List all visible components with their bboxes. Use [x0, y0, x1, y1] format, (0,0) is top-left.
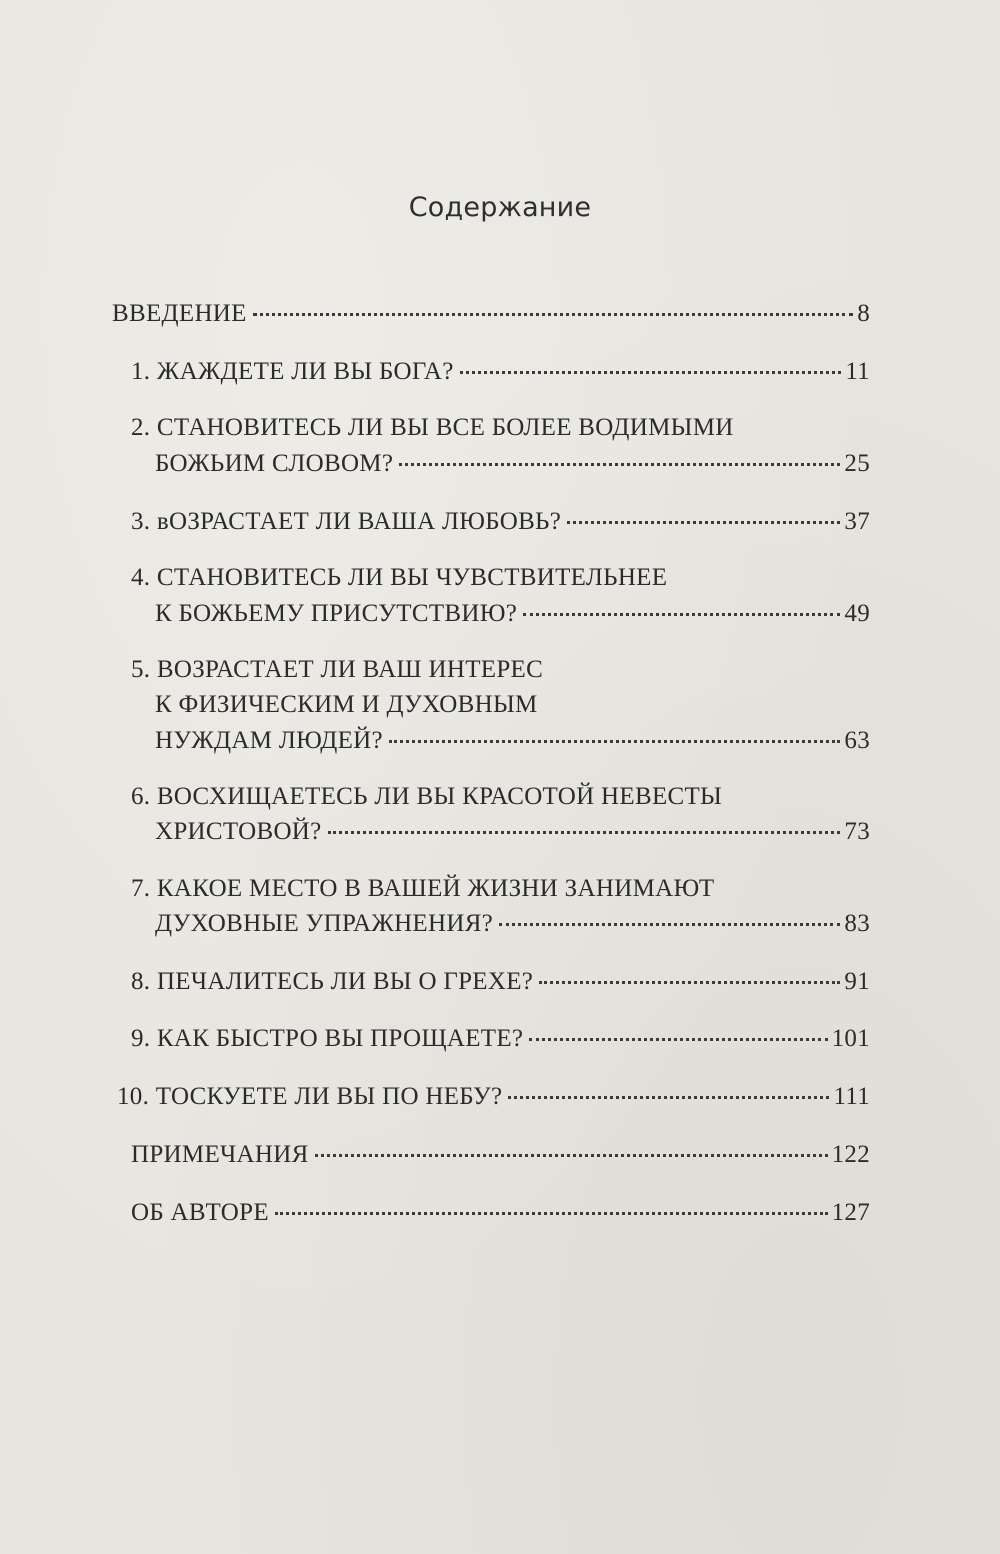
toc-entry-title: НУЖДАМ ЛЮДЕЙ? — [155, 727, 383, 754]
toc-entry-chapter-6 — [155, 818, 870, 846]
toc-entry-chapter-7 — [155, 910, 870, 938]
toc-page-number: 11 — [845, 358, 870, 385]
dot-leader — [389, 740, 841, 743]
toc-entry-chapter-5-line-1: 5. ВОЗРАСТАЕТ ЛИ ВАШ ИНТЕРЕС — [131, 656, 544, 683]
toc-entry-title: К БОЖЬЕМУ ПРИСУТСТВИЮ? — [155, 600, 518, 627]
dot-leader — [539, 981, 840, 984]
toc-entry-chapter-6-line-1: 6. ВОСХИЩАЕТЕСЬ ЛИ ВЫ КРАСОТОЙ НЕВЕСТЫ — [131, 783, 723, 810]
toc-page-number: 101 — [831, 1025, 870, 1052]
toc-entry-chapter-4 — [155, 600, 870, 628]
toc-entry-title: 8. ПЕЧАЛИТЕСЬ ЛИ ВЫ О ГРЕХЕ? — [131, 968, 534, 995]
toc-entry-chapter-5-line-2: К ФИЗИЧЕСКИМ И ДУХОВНЫМ — [155, 691, 538, 718]
toc-entry-title: 3. вОЗРАСТАЕТ ЛИ ВАША ЛЮБОВЬ? — [131, 508, 562, 535]
dot-leader — [523, 613, 840, 616]
toc-entry-title: ДУХОВНЫЕ УПРАЖНЕНИЯ? — [155, 910, 494, 937]
toc-entry-chapter-10 — [117, 1083, 870, 1111]
toc-page-number: 8 — [857, 300, 870, 327]
dot-leader — [567, 521, 840, 524]
dot-leader — [508, 1096, 829, 1099]
toc-entry-chapter-7-line-1: 7. КАКОЕ МЕСТО В ВАШЕЙ ЖИЗНИ ЗАНИМАЮТ — [131, 875, 715, 902]
toc-page-number: 37 — [844, 508, 870, 535]
toc-entry-chapter-4-line-1: 4. СТАНОВИТЕСЬ ЛИ ВЫ ЧУВСТВИТЕЛЬНЕЕ — [131, 564, 668, 591]
dot-leader — [499, 923, 840, 926]
toc-entry-chapter-9 — [131, 1025, 870, 1053]
dot-leader — [275, 1212, 828, 1215]
toc-entry-notes — [131, 1141, 870, 1169]
toc-entry-chapter-5 — [155, 727, 870, 755]
dot-leader — [328, 831, 841, 834]
toc-page-number: 63 — [844, 727, 870, 754]
toc-page-number: 25 — [844, 450, 870, 477]
toc-page-number: 111 — [833, 1083, 870, 1110]
toc-entry-title: 9. КАК БЫСТРО ВЫ ПРОЩАЕТЕ? — [131, 1025, 524, 1052]
toc-entry-title: ХРИСТОВОЙ? — [155, 818, 322, 845]
toc-entry-about-author — [131, 1199, 870, 1227]
dot-leader — [253, 313, 853, 316]
toc-entry-chapter-3 — [131, 508, 870, 536]
dot-leader — [315, 1154, 828, 1157]
toc-entry-introduction — [112, 300, 870, 328]
toc-entry-title: 1. ЖАЖДЕТЕ ЛИ ВЫ БОГА? — [131, 358, 454, 385]
toc-page-number: 83 — [844, 910, 870, 937]
dot-leader — [399, 463, 840, 466]
toc-page-number: 127 — [831, 1199, 870, 1226]
toc-page-number: 122 — [831, 1141, 870, 1168]
toc-entry-chapter-8 — [131, 968, 870, 996]
toc-entry-title: 10. ТОСКУЕТЕ ЛИ ВЫ ПО НЕБУ? — [117, 1083, 503, 1110]
dot-leader — [529, 1038, 827, 1041]
toc-page-number: 91 — [844, 968, 870, 995]
toc-entry-title: ПРИМЕЧАНИЯ — [131, 1141, 309, 1168]
toc-entry-chapter-2 — [155, 450, 870, 478]
dot-leader — [460, 371, 842, 374]
toc-entry-title: ОБ АВТОРЕ — [131, 1199, 269, 1226]
page-title: Содержание — [408, 192, 592, 223]
toc-entry-chapter-1 — [131, 358, 870, 386]
toc-entry-title: ВВЕДЕНИЕ — [112, 300, 247, 327]
toc-page-number: 73 — [844, 818, 870, 845]
toc-entry-chapter-2-line-1: 2. СТАНОВИТЕСЬ ЛИ ВЫ ВСЕ БОЛЕЕ ВОДИМЫМИ — [131, 414, 734, 441]
toc-entry-title: БОЖЬИМ СЛОВОМ? — [155, 450, 394, 477]
toc-page-number: 49 — [844, 600, 870, 627]
